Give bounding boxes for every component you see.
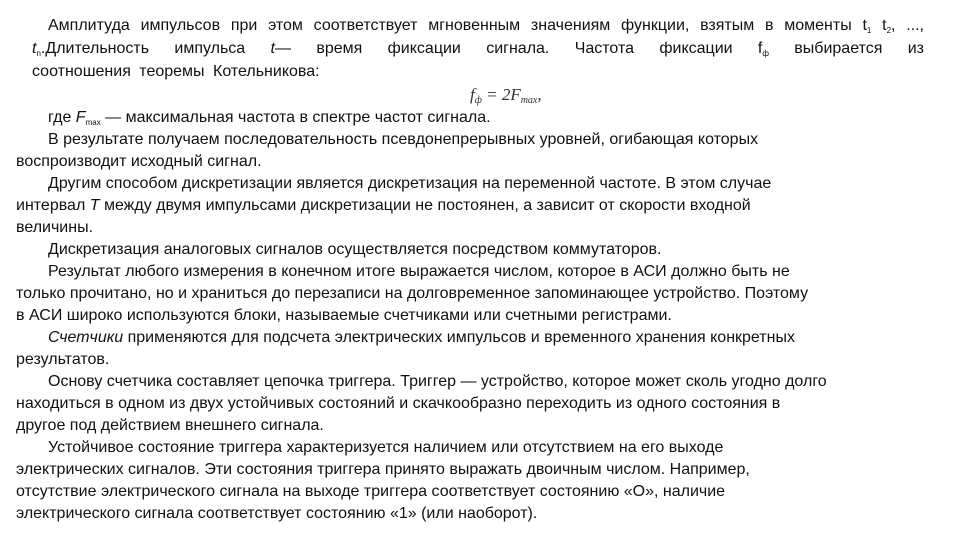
symbol-t: t [270,40,275,57]
subscript-f: ф [762,49,769,58]
paragraph-result: В результате получаем последовательность псевдонепрерывных уровней, огибающая которых воспроизводит исходный сигнал. [16,131,759,170]
paragraph-commutators: Дискретизация аналоговых сигналов осуществляется посредством коммутаторов. [48,241,662,258]
subscript-2: 2 [886,26,892,35]
paragraph-amplitude [32,14,924,60]
text-duration: .Длительность импульса [40,40,271,57]
text-kotelnikov: соотношения теоремы Котельникова: [32,63,320,80]
text-fixation: — время фиксации сигнала. Частота фиксации f [275,40,763,57]
subscript-1: 1 [866,26,872,35]
symbol-tn: t [32,40,37,57]
paragraph-counters: Счетчики применяются для подсчета электрических импульсов и временного хранения конкретных результатов. [16,329,795,368]
formula-line [32,83,924,107]
document-page [16,14,924,525]
text-chosen: выбирается из [768,40,924,57]
symbol-t2: t [882,17,887,34]
subscript-n: n [36,49,41,58]
paragraph-measurement: Результат любого измерения в конечном итоге выражается числом, которое в АСИ должно быть не только прочитано, но и храниться до перезаписи на долговременное запоминающее устройство. Поэтому в АСИ широко используются блоки, называемые счетчиками или счетными регистрами. [16,263,809,324]
paragraph-other-method: Другим способом дискретизации является дискретизация на переменной частоте. В этом случае интервал Т между двумя импульсами дискретизации не постоянен, а зависит от скорости входной величины. [16,175,772,236]
text-amplitude: Амплитуда импульсов при этом соответствует мгновенным значениям функции, взятым в моменты t [48,17,867,34]
paragraph-amplitude-end [32,60,924,83]
paragraph-stable-state: Устойчивое состояние триггера характеризуется наличием или отсутствием на его выходе электрических сигналов. Эти состояния триггера принято выражать двоичным числом. Например, отсутствие электрического сигнала на выходе триггера соответствует состоянию «О», наличие электрического сигнала соответствует состоянию «1» (или наоборот). [16,439,750,522]
formula-kotelnikov: $f_ф = 2F_{max}$, [470,85,542,106]
paragraph-trigger: Основу счетчика составляет цепочка триггера. Триггер — устройство, которое может сколь угодно долго находиться в одном из двух устойчивых состояний и скачкообразно переходить из одного состояния в другое под действием внешнего сигнала. [16,373,827,434]
paragraph-where: где $F_{max}$ — максимальная частота в спектре частот сигнала. [48,109,491,127]
text-ellipsis: , ..., [891,17,924,34]
